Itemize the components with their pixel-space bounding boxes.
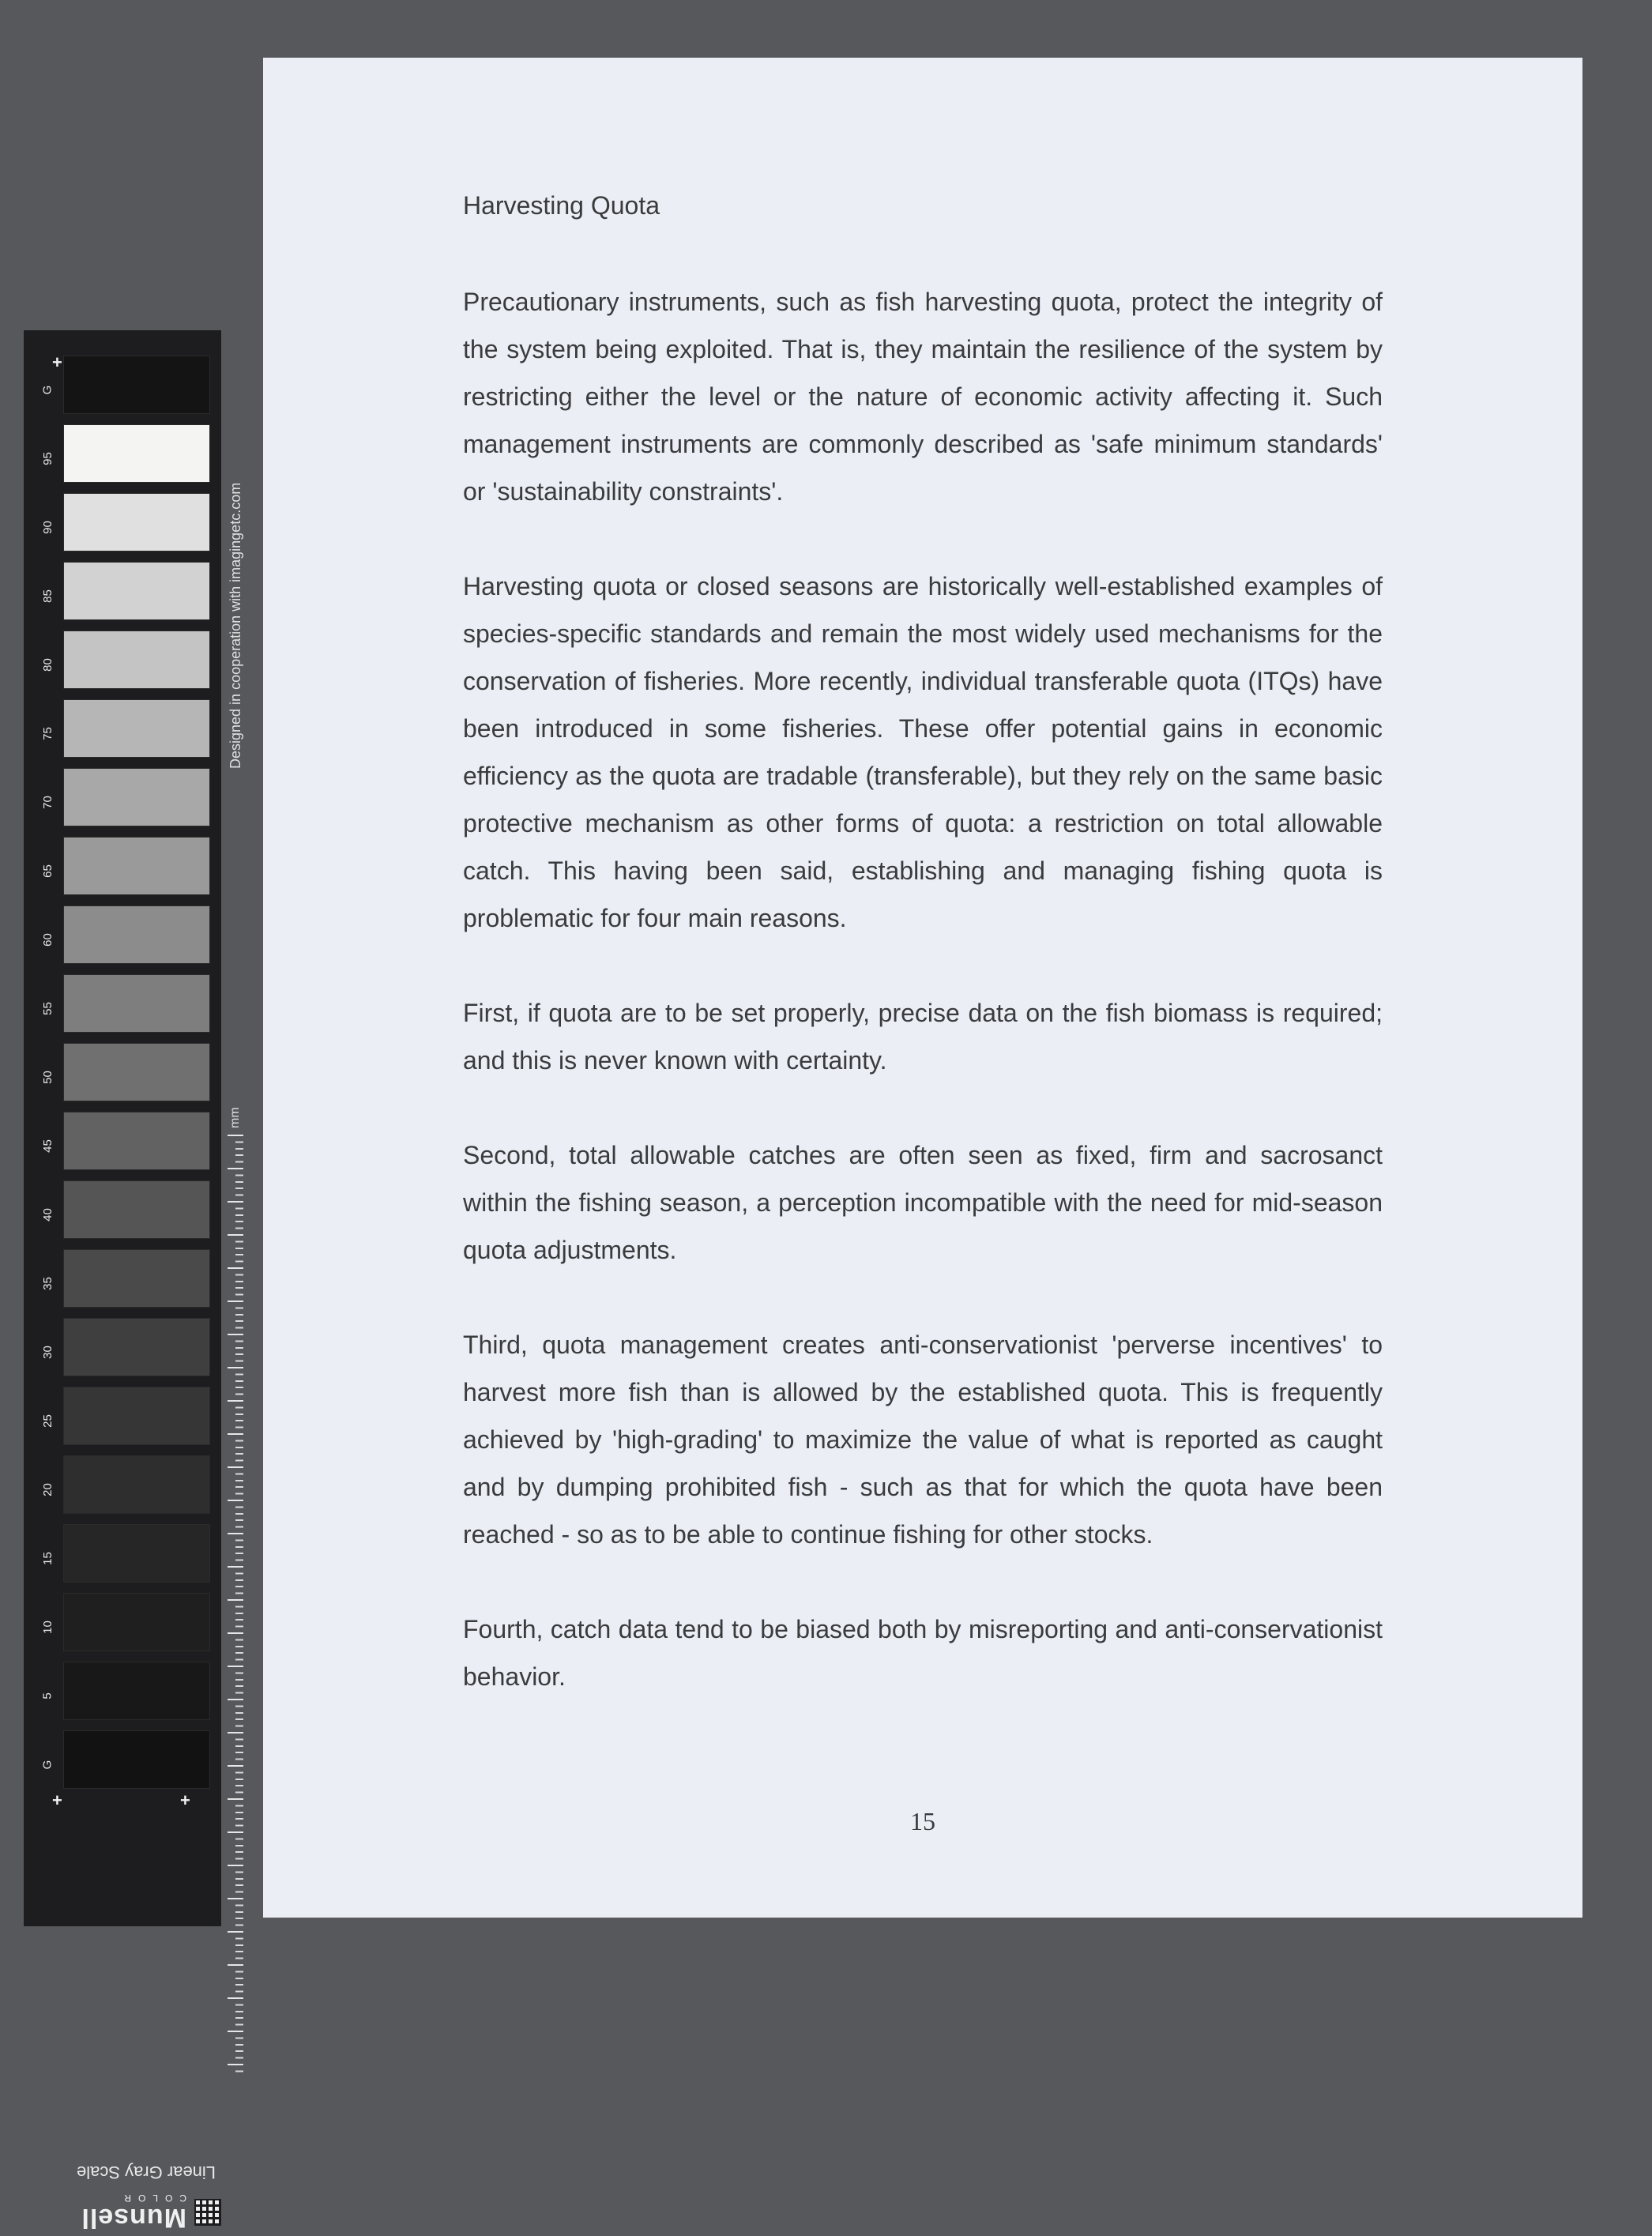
value-label: 55 (40, 1002, 55, 1015)
value-label: 70 (40, 796, 55, 809)
gray-patch (63, 1662, 210, 1720)
gray-patch (63, 356, 210, 414)
paragraph: Second, total allowable catches are often seen as fixed, firm and sacrosanct within the fishing season, a perception incompatible with the need for mid-season quota adjustments. (463, 1141, 1383, 1264)
gray-patch (63, 1524, 210, 1583)
gray-patch (63, 1180, 210, 1239)
value-label: 75 (40, 727, 55, 740)
value-label: G (40, 385, 55, 395)
value-label: 45 (40, 1139, 55, 1153)
value-label: 60 (40, 933, 55, 947)
value-label: 20 (40, 1483, 55, 1496)
paragraph: Fourth, catch data tend to be biased both by misreporting and anti-conservationist behavior. (463, 1615, 1383, 1691)
gray-patch (63, 424, 210, 483)
brand-name: Munsell (81, 2203, 186, 2233)
value-label: 90 (40, 521, 55, 534)
munsell-grid-icon (194, 2199, 221, 2226)
gray-patch (63, 562, 210, 620)
ruler-unit-label: mm (228, 1107, 242, 1128)
gray-patch (63, 1112, 210, 1170)
value-label: 95 (40, 452, 55, 465)
gray-patch (63, 837, 210, 895)
registration-mark: + (52, 352, 62, 372)
gray-patch (63, 1593, 210, 1651)
paragraph: Harvesting quota or closed seasons are historically well-established examples of species-specific standards and remain the most widely used mechanisms for the conservation of fisheries. More recently, individual transferable quota (ITQs) have been introduced in some fisheries. These offer potential gains in economic efficiency as the quota are tradable (transferable), but they rely on the same basic protective mechanism as other forms of quota: a restriction on total allowable catch. This having been said, establishing and managing fishing quota is problematic for four main reasons. (463, 572, 1383, 932)
gray-patch (63, 768, 210, 826)
value-label: 25 (40, 1414, 55, 1428)
value-label: 40 (40, 1208, 55, 1222)
value-label: 80 (40, 658, 55, 672)
gray-patch (63, 905, 210, 964)
value-label: 30 (40, 1346, 55, 1359)
gray-patch (63, 631, 210, 689)
gray-scale-card (24, 330, 243, 2233)
value-label: 15 (40, 1552, 55, 1565)
page-number: 15 (910, 1807, 935, 1835)
registration-mark: + (52, 1790, 62, 1810)
document-page (263, 58, 1582, 1918)
mm-ruler (228, 1135, 243, 2075)
value-label: 35 (40, 1277, 55, 1290)
gray-patch (63, 1249, 210, 1308)
paragraph: First, if quota are to be set properly, precise data on the fish biomass is required; and this is never known with certainty. (463, 999, 1383, 1075)
gray-patch (63, 493, 210, 551)
credit-text: Designed in cooperation with imagingetc.com (228, 482, 243, 769)
paragraph: Third, quota management creates anti-conservationist 'perverse incentives' to harvest more fish than is allowed by the established quota. This is frequently achieved by 'high-grading' to maximize the value of what is reported as caught and by dumping prohibited fish - such as that for which the quota have been reached - so as to be able to continue fishing for other stocks. (463, 1331, 1383, 1549)
munsell-logo (71, 2189, 221, 2236)
value-label: G (40, 1760, 55, 1770)
page-heading: Harvesting Quota (463, 191, 660, 220)
gray-patches (63, 356, 210, 1799)
brand-sub: COLOR (117, 2193, 186, 2204)
value-label: 5 (40, 1692, 55, 1700)
gray-patch (63, 1318, 210, 1376)
value-label: 10 (40, 1621, 55, 1634)
gray-patch (63, 1730, 210, 1789)
paragraph: Precautionary instruments, such as fish harvesting quota, protect the integrity of the system being exploited. That is, they maintain the resilience of the system by restricting either the level or the nature of economic activity affecting it. Such management instruments are commonly described as 'safe minimum standards' or 'sustainability constraints'. (463, 288, 1383, 506)
gray-patch (63, 1043, 210, 1101)
page-body (463, 182, 1383, 1748)
value-label: 85 (40, 589, 55, 603)
gray-patch (63, 1387, 210, 1445)
scale-title: Linear Gray Scale (76, 2163, 216, 2182)
gray-patch (63, 699, 210, 758)
gray-patch (63, 974, 210, 1033)
value-label: 50 (40, 1071, 55, 1084)
registration-mark: + (180, 1790, 190, 1810)
gray-patch (63, 1455, 210, 1514)
value-labels (33, 352, 62, 1799)
value-label: 65 (40, 864, 55, 878)
